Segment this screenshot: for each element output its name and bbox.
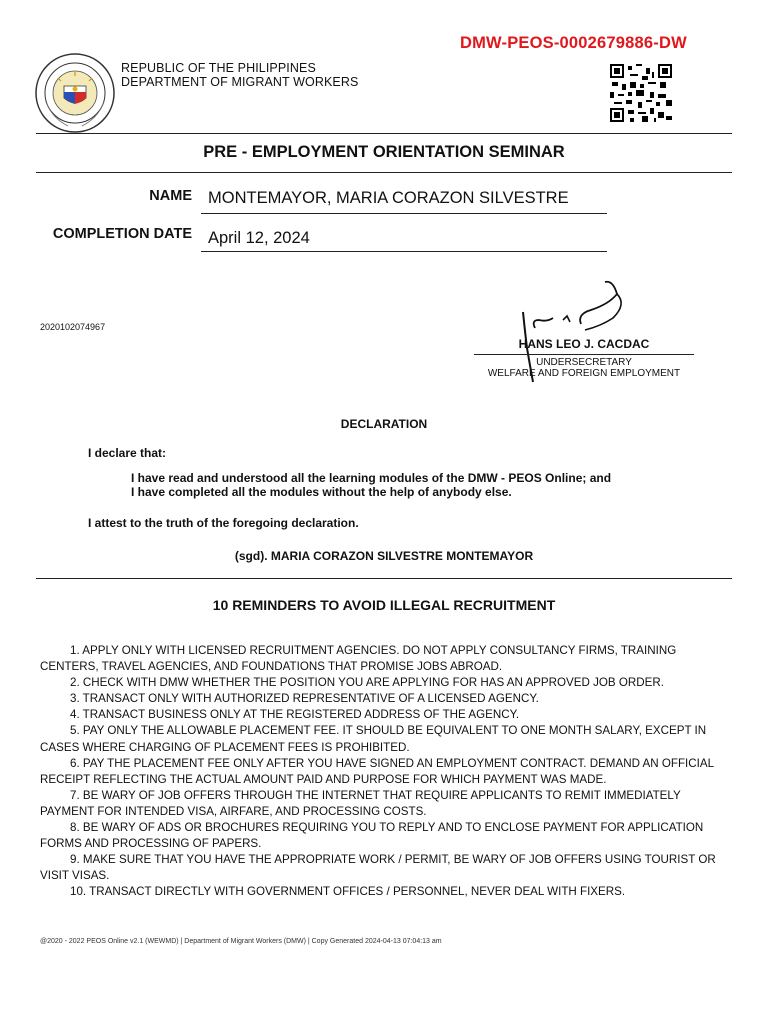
declaration-heading: DECLARATION	[340, 417, 428, 431]
reference-number: DMW-PEOS-0002679886-DW	[460, 34, 687, 52]
signed-name: MARIA CORAZON SILVESTRE MONTEMAYOR	[270, 549, 534, 563]
declaration-line-2: I have completed all the modules without the help of anybody else.	[131, 485, 512, 499]
reminders-top-rule	[36, 578, 732, 579]
name-underline	[201, 213, 607, 214]
signed-prefix: (sgd).	[234, 549, 271, 563]
title-bottom-rule	[36, 172, 732, 173]
declaration-intro: I declare that:	[88, 446, 167, 460]
list-item: 6. PAY THE PLACEMENT FEE ONLY AFTER YOU HAVE SIGNED AN EMPLOYMENT CONTRACT. DEMAND AN OFFICIAL RECEIPT REFLECTING THE ACTUAL AMOUNT PAID AND PURPOSE FOR WHICH PAYMENT WAS MADE.	[40, 756, 714, 786]
list-item: 5. PAY ONLY THE ALLOWABLE PLACEMENT FEE. IT SHOULD BE EQUIVALENT TO ONE MONTH SALARY, EXCEPT IN CASES WHERE CHARGING OF PLACEMENT FEES IS PROHIBITED.	[40, 724, 707, 754]
serial-number: 2020102074967	[40, 322, 106, 332]
list-item: 1. APPLY ONLY WITH LICENSED RECRUITMENT AGENCIES. DO NOT APPLY CONSULTANCY FIRMS, TRAINING CENTERS, TRAVEL AGENCIES, AND FOUNDATIONS THAT PROMISE JOBS ABROAD.	[40, 644, 677, 674]
republic-text: REPUBLIC OF THE PHILIPPINES	[121, 61, 316, 75]
declaration-line-1: I have read and understood all the learning modules of the DMW - PEOS Online; and	[131, 471, 612, 485]
reminders-heading: 10 REMINDERS TO AVOID ILLEGAL RECRUITMENT	[212, 597, 556, 613]
list-item: 10. TRANSACT DIRECTLY WITH GOVERNMENT OFFICES / PERSONNEL, NEVER DEAL WITH FIXERS.	[70, 885, 626, 899]
date-underline	[201, 251, 607, 252]
completion-date-value: April 12, 2024	[208, 229, 310, 247]
list-item: 4. TRANSACT BUSINESS ONLY AT THE REGISTERED ADDRESS OF THE AGENCY.	[70, 708, 520, 722]
title-top-rule	[36, 133, 732, 134]
name-label: NAME	[149, 188, 192, 204]
footer-text: @2020 - 2022 PEOS Online v2.1 (WEWMD) | Department of Migrant Workers (DMW) | Copy Generated 2024-04-13 07:04:13 am	[40, 938, 442, 945]
name-value: MONTEMAYOR, MARIA CORAZON SILVESTRE	[208, 189, 569, 207]
list-item: 8. BE WARY OF ADS OR BROCHURES REQUIRING YOU TO REPLY AND TO ENCLOSE PAYMENT FOR APPLICATION FORMS AND PROCESSING OF PAPERS.	[40, 821, 704, 851]
qr-code-icon	[610, 64, 672, 122]
list-item: 2. CHECK WITH DMW WHETHER THE POSITION YOU ARE APPLYING FOR HAS AN APPROVED JOB ORDER.	[70, 676, 664, 690]
list-item: 7. BE WARY OF JOB OFFERS THROUGH THE INTERNET THAT REQUIRE APPLICANTS TO REMIT IMMEDIATELY PAYMENT FOR INTENDED VISA, AIRFARE, AND PROCESSING COSTS.	[40, 788, 681, 818]
declaration-attest: I attest to the truth of the foregoing declaration.	[88, 516, 359, 530]
department-text: DEPARTMENT OF MIGRANT WORKERS	[121, 75, 359, 89]
reminders-list	[40, 643, 730, 901]
signatory-office: WELFARE AND FOREIGN EMPLOYMENT	[487, 368, 681, 379]
certificate-title: PRE - EMPLOYMENT ORIENTATION SEMINAR	[203, 143, 565, 161]
dmw-seal-icon	[34, 52, 116, 134]
list-item: 3. TRANSACT ONLY WITH AUTHORIZED REPRESENTATIVE OF A LICENSED AGENCY.	[70, 692, 539, 706]
government-header	[121, 61, 358, 89]
signatory-name: HANS LEO J. CACDAC	[518, 337, 650, 351]
signatory-line	[474, 354, 694, 355]
list-item: 9. MAKE SURE THAT YOU HAVE THE APPROPRIATE WORK / PERMIT, BE WARY OF JOB OFFERS USING TOURIST OR VISIT VISAS.	[40, 853, 716, 883]
signatory-position: UNDERSECRETARY	[536, 357, 632, 368]
declaration-signed	[0, 549, 768, 563]
completion-date-label: COMPLETION DATE	[52, 226, 192, 242]
